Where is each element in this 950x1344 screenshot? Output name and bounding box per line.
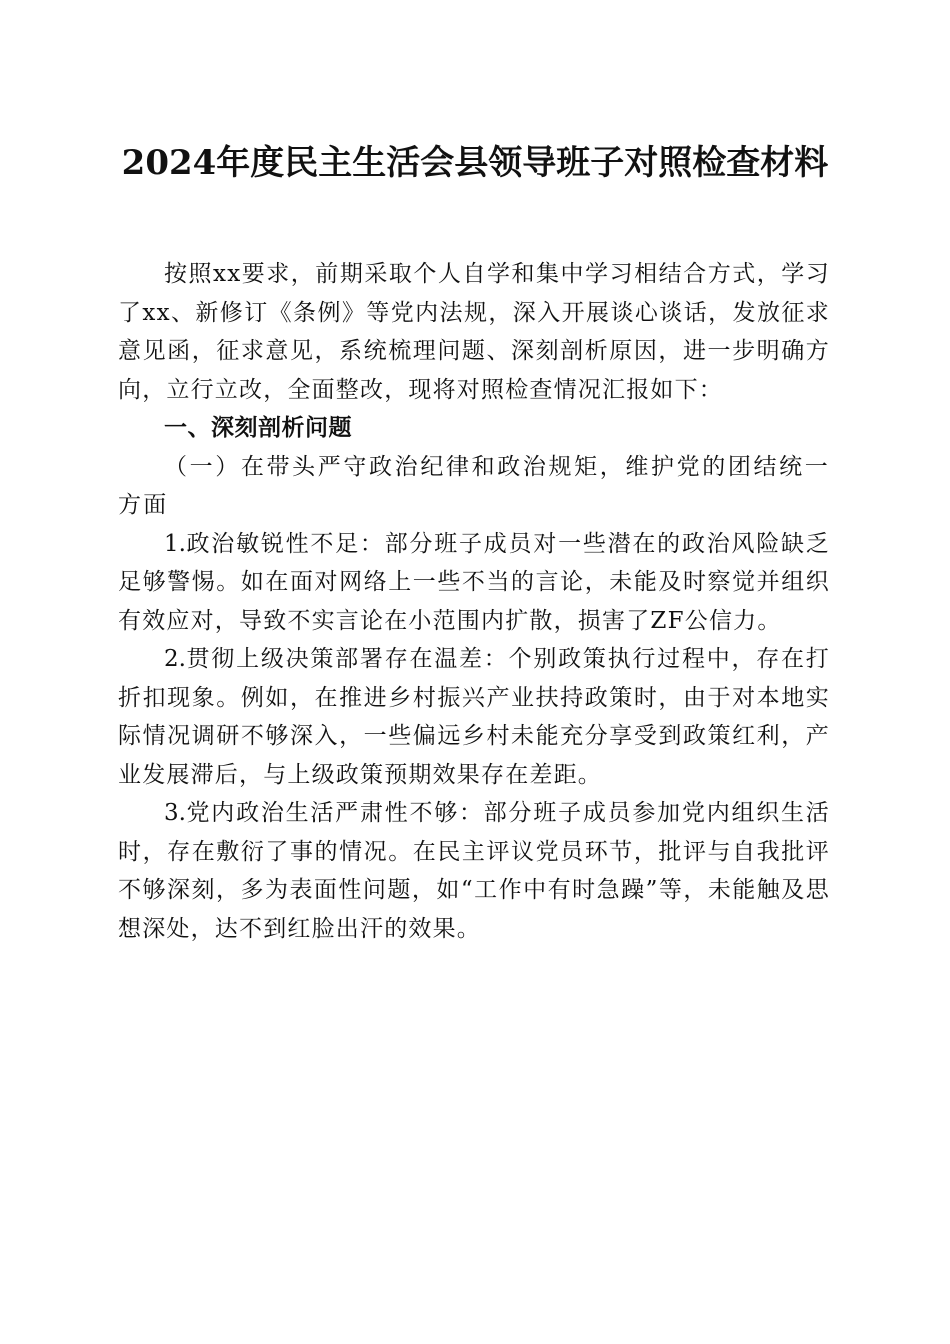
list-item [118,525,830,641]
document-body [118,255,830,948]
intro-paragraph: 按照xx要求，前期采取个人自学和集中学习相结合方式，学习了xx、新修订《条例》等党内法规，深入开展谈心谈话，发放征求意见函，征求意见，系统梳理问题、深刻剖析原因，进一步明确方向，立行立改，全面整改，现将对照检查情况汇报如下： [118,261,830,403]
list-item [118,794,830,948]
item-number: 2. [164,646,186,672]
document-title: 2024年度民主生活会县领导班子对照检查材料 [121,143,829,183]
item-text: 党内政治生活严肃性不够：部分班子成员参加党内组织生活时，存在敷衍了事的情况。在民主评议党员环节，批评与自我批评不够深刻，多为表面性问题，如“工作中有时急躁”等，未能触及思想深处，达不到红脸出汗的效果。 [118,800,830,942]
section-heading: 一、深刻剖析问题 [164,415,352,441]
subsection-heading: （一）在带头严守政治纪律和政治规矩，维护党的团结统一方面 [118,453,830,518]
item-number: 1. [164,530,186,557]
item-text: 政治敏锐性不足：部分班子成员对一些潜在的政治风险缺乏足够警惕。如在面对网络上一些不当的言论，未能及时察觉并组织有效应对，导致不实言论在小范围内扩散，损害了ZF公信力。 [118,530,830,634]
item-number: 3. [164,800,186,826]
list-item [118,640,830,794]
item-text: 贯彻上级决策部署存在温差：个别政策执行过程中，存在打折扣现象。例如，在推进乡村振兴产业扶持政策时，由于对本地实际情况调研不够深入，一些偏远乡村未能充分享受到政策红利，产业发展滞后，与上级政策预期效果存在差距。 [118,646,830,788]
